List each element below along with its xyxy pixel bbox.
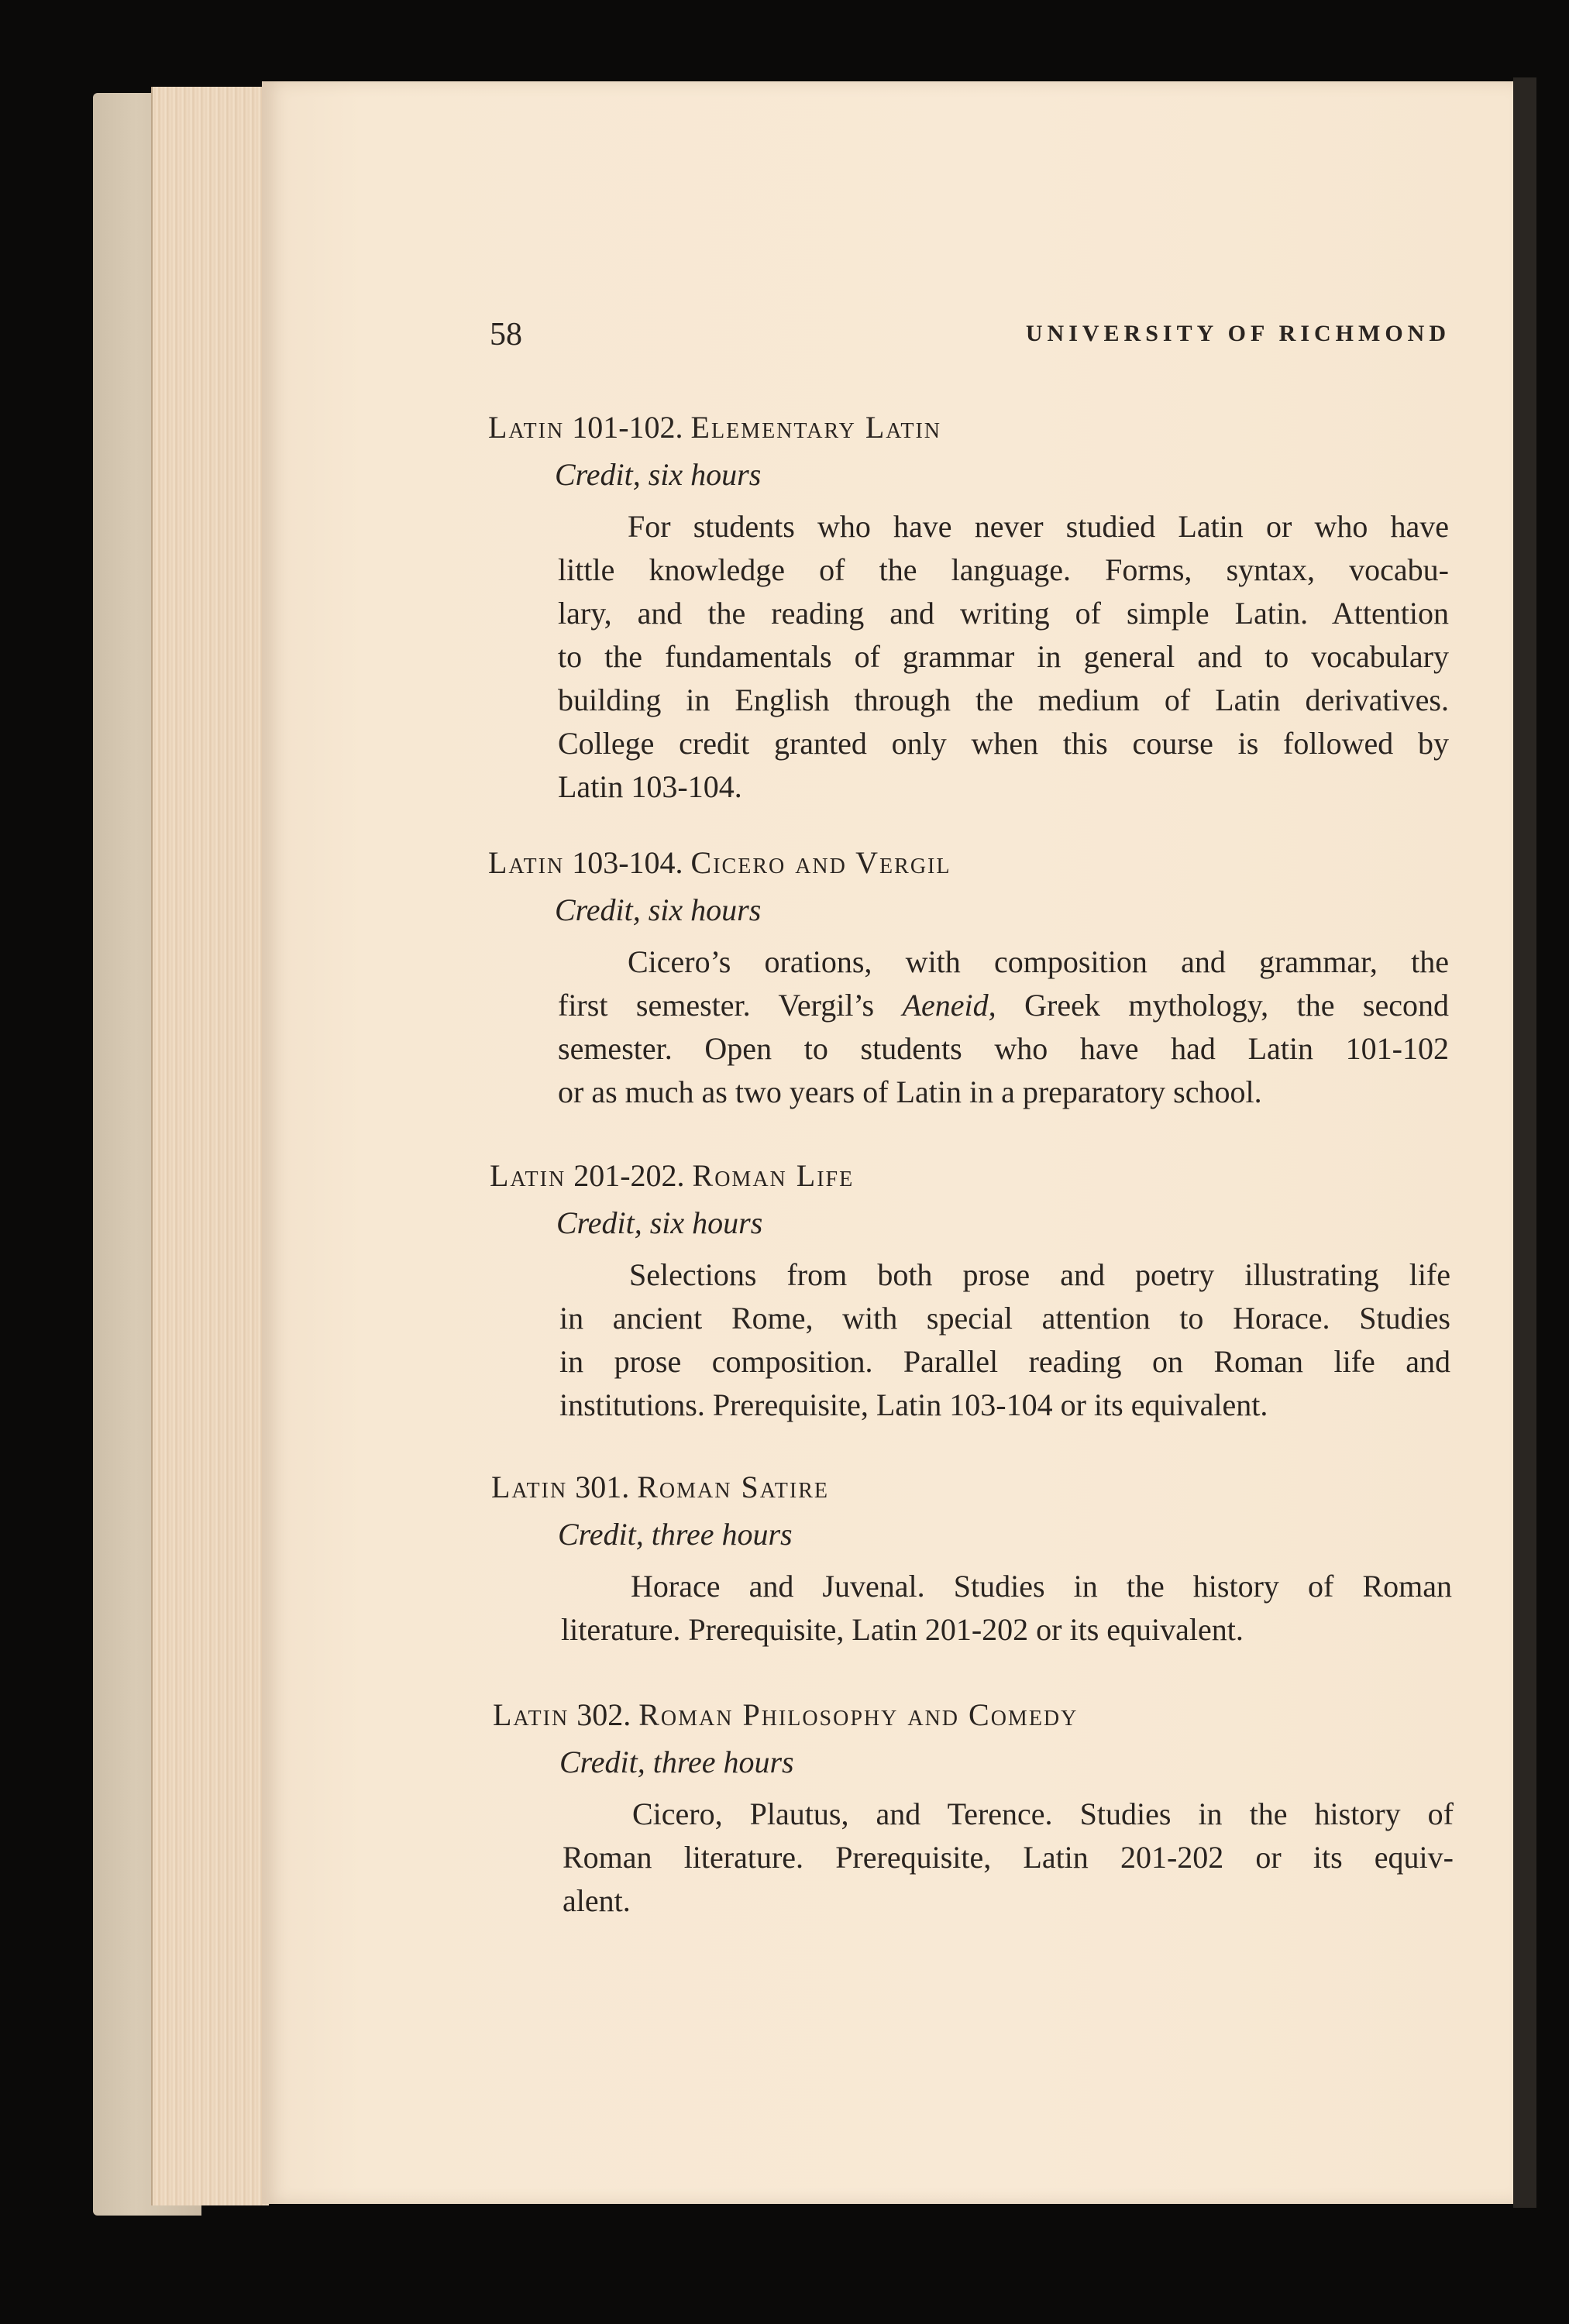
course-description (558, 940, 1449, 1114)
description-line: Selections from both prose and poetry illustrating life (629, 1257, 1450, 1292)
course-heading (488, 409, 1449, 445)
course-description (563, 1793, 1454, 1923)
page-number: 58 (490, 317, 522, 352)
description-line: institutions. Prerequisite, Latin 103-104 or its equivalent. (559, 1387, 1268, 1422)
course-title: Cicero and Vergil (690, 845, 951, 880)
page-edges (151, 87, 269, 2205)
course-code-word: Latin (493, 1697, 569, 1732)
course-credit: Credit, six hours (556, 1205, 763, 1240)
course-heading (490, 1157, 1450, 1194)
course-credit: Credit, six hours (555, 457, 762, 492)
description-line: For students who have never studied Latin or who have (628, 509, 1449, 544)
course-code-word: Latin (488, 845, 565, 880)
description-line: Cicero, Plautus, and Terence. Studies in the history of (632, 1796, 1454, 1831)
running-title: UNIVERSITY OF RICHMOND (1025, 321, 1450, 346)
course-code-word: Latin (490, 1158, 566, 1193)
course-title: Roman Life (692, 1158, 855, 1193)
running-head (490, 316, 1450, 363)
description-text: first semester. Vergil’s (558, 988, 903, 1023)
course-title: Roman Philosophy and Comedy (638, 1697, 1079, 1732)
course-code-number: 301. (575, 1470, 630, 1504)
course-credit: Credit, three hours (559, 1745, 794, 1779)
description-line: Roman literature. Prerequisite, Latin 201-202 or its equiv- (563, 1840, 1454, 1875)
course-code-number: 302. (576, 1697, 631, 1732)
course-heading (488, 844, 1449, 881)
aeneid-title: Aeneid, (902, 988, 996, 1023)
description-line (558, 984, 1449, 1027)
description-line: semester. Open to students who have had Latin 101-102 (558, 1031, 1449, 1066)
course-code-word: Latin (491, 1470, 568, 1504)
course-description (559, 1253, 1450, 1427)
course-title: Elementary Latin (690, 410, 942, 445)
description-line: Latin 103-104. (558, 769, 742, 804)
course-latin-103-104 (488, 844, 1449, 1114)
course-credit: Credit, three hours (558, 1517, 793, 1552)
course-latin-301 (491, 1469, 1452, 1652)
course-code-word: Latin (488, 410, 565, 445)
course-heading (493, 1697, 1454, 1733)
description-line: building in English through the medium of Latin derivatives. (558, 682, 1449, 717)
description-line: in prose composition. Parallel reading on Roman life and (559, 1344, 1450, 1379)
course-credit: Credit, six hours (555, 892, 762, 927)
course-latin-101-102 (488, 409, 1449, 809)
course-heading (491, 1469, 1452, 1505)
description-line: literature. Prerequisite, Latin 201-202 or its equivalent. (561, 1612, 1244, 1647)
course-description (558, 505, 1449, 809)
course-code-number: 201-202. (573, 1158, 685, 1193)
description-line: little knowledge of the language. Forms, syntax, vocabu- (558, 552, 1449, 587)
course-code-number: 101-102. (572, 410, 683, 445)
course-latin-201-202 (490, 1157, 1450, 1427)
description-line: alent. (563, 1883, 631, 1918)
course-code-number: 103-104. (572, 845, 683, 880)
course-description (561, 1565, 1452, 1652)
course-latin-302 (493, 1697, 1454, 1923)
course-title: Roman Satire (637, 1470, 830, 1504)
description-line: in ancient Rome, with special attention to Horace. Studies (559, 1301, 1450, 1336)
description-line: lary, and the reading and writing of simple Latin. Attention (558, 596, 1449, 631)
description-line: Cicero’s orations, with composition and grammar, the (628, 944, 1449, 979)
description-line: College credit granted only when this course is followed by (558, 726, 1449, 761)
description-line: or as much as two years of Latin in a preparatory school. (558, 1074, 1262, 1109)
description-text: Greek mythology, the second (996, 988, 1449, 1023)
description-line: to the fundamentals of grammar in general and to vocabulary (558, 639, 1449, 674)
page-gutter-shadow (1513, 77, 1536, 2208)
description-line: Horace and Juvenal. Studies in the history of Roman (631, 1569, 1452, 1604)
